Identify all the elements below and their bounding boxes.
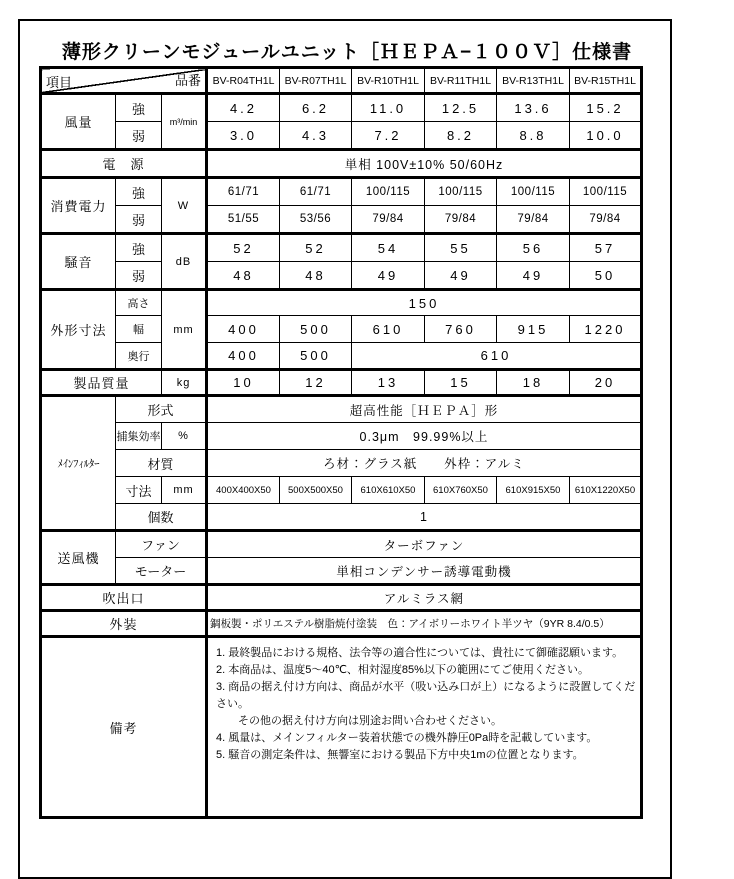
value-cell: 56 <box>497 234 570 262</box>
filter-type-label: 形式 <box>116 396 207 423</box>
dim-height-label: 高さ <box>116 290 162 316</box>
note-line: 3. 商品の据え付け方向は、商品が水平（吸い込み口が上）になるように設置してください。 <box>216 681 636 711</box>
value-cell: 20 <box>570 370 642 396</box>
note-line: 5. 騒音の測定条件は、無響室における製品下方中央1mの位置となります。 <box>216 749 584 762</box>
weight-unit: kg <box>162 370 207 396</box>
value-cell: 3.0 <box>207 122 280 150</box>
note-line: 2. 本商品は、温度5～40℃、相対湿度85%以下の範囲にてご使用ください。 <box>216 664 589 677</box>
value-cell: 18 <box>497 370 570 396</box>
value-cell: 1220 <box>570 316 642 343</box>
filter-count-value: 1 <box>207 504 642 531</box>
value-cell: 4.2 <box>207 94 280 122</box>
filter-count-label: 個数 <box>116 504 207 531</box>
notes-cell <box>207 637 642 818</box>
value-cell: 100/115 <box>497 178 570 206</box>
dim-unit: mm <box>162 290 207 370</box>
value-cell: 610X915X50 <box>497 477 570 504</box>
blower-motor-label: モーター <box>116 558 207 585</box>
row-label-outlet: 吹出口 <box>41 585 207 611</box>
value-cell: 49 <box>425 262 497 290</box>
value-cell: 50 <box>570 262 642 290</box>
airflow-unit: m³/min <box>162 94 207 150</box>
model-header: BV-R07TH1L <box>280 68 352 94</box>
note-line: 1. 最終製品における規格、法令等の適合性については、貴社にて御確認願います。 <box>216 647 624 659</box>
value-cell: 12.5 <box>425 94 497 122</box>
power-source-value: 単相 100V±10% 50/60Hz <box>207 150 642 178</box>
value-cell: 49 <box>497 262 570 290</box>
exterior-value: 鋼板製・ポリエステル樹脂焼付塗装 色：アイボリーホワイト半ツヤ（9YR 8.4/0.5） <box>207 611 642 637</box>
value-cell: 610X1220X50 <box>570 477 642 504</box>
airflow-strong-label: 強 <box>116 94 162 122</box>
header-partno-label: 品番 <box>174 73 201 88</box>
value-cell: 52 <box>207 234 280 262</box>
value-cell: 4.3 <box>280 122 352 150</box>
value-cell: 400 <box>207 316 280 343</box>
noise-strong-label: 強 <box>116 234 162 262</box>
row-label-exterior: 外装 <box>41 611 207 637</box>
filter-efficiency-label: 捕集効率 <box>116 423 162 450</box>
value-cell: 54 <box>352 234 425 262</box>
value-cell: 79/84 <box>497 206 570 234</box>
row-label-notes: 備考 <box>41 637 207 818</box>
value-cell: 57 <box>570 234 642 262</box>
value-cell: 55 <box>425 234 497 262</box>
value-cell: 500 <box>280 343 352 370</box>
model-header: BV-R15TH1L <box>570 68 642 94</box>
row-label-blower: 送風機 <box>41 531 116 585</box>
spec-table <box>39 66 643 819</box>
value-cell: 48 <box>207 262 280 290</box>
row-label-power-source: 電 源 <box>41 150 207 178</box>
value-cell: 61/71 <box>207 178 280 206</box>
power-weak-label: 弱 <box>116 206 162 234</box>
value-cell: 61/71 <box>280 178 352 206</box>
value-cell: 13.6 <box>497 94 570 122</box>
row-label-airflow: 風量 <box>41 94 116 150</box>
note-line: 4. 風量は、メインフィルター装着状態での機外静圧0Pa時を記載しています。 <box>216 732 598 745</box>
dim-depth-label: 奥行 <box>116 343 162 370</box>
value-cell: 610 <box>352 316 425 343</box>
value-cell: 8.8 <box>497 122 570 150</box>
filter-material-label: 材質 <box>116 450 207 477</box>
value-cell: 915 <box>497 316 570 343</box>
value-cell: 13 <box>352 370 425 396</box>
value-cell: 53/56 <box>280 206 352 234</box>
value-cell: 7.2 <box>352 122 425 150</box>
value-cell: 400 <box>207 343 280 370</box>
value-cell: 10.0 <box>570 122 642 150</box>
noise-weak-label: 弱 <box>116 262 162 290</box>
value-cell: 12 <box>280 370 352 396</box>
outlet-value: アルミラス網 <box>207 585 642 611</box>
value-cell: 10 <box>207 370 280 396</box>
model-header: BV-R04TH1L <box>207 68 280 94</box>
value-cell: 500X500X50 <box>280 477 352 504</box>
row-label-noise: 騒音 <box>41 234 116 290</box>
value-cell: 48 <box>280 262 352 290</box>
value-cell: 79/84 <box>425 206 497 234</box>
airflow-weak-label: 弱 <box>116 122 162 150</box>
value-cell: 400X400X50 <box>207 477 280 504</box>
row-label-dimensions: 外形寸法 <box>41 290 116 370</box>
value-cell: 79/84 <box>570 206 642 234</box>
power-strong-label: 強 <box>116 178 162 206</box>
model-header: BV-R10TH1L <box>352 68 425 94</box>
value-cell: 100/115 <box>570 178 642 206</box>
row-label-main-filter: ﾒｲﾝﾌｨﾙﾀｰ <box>41 396 116 531</box>
header-item-partno-cell <box>41 68 207 94</box>
filter-size-unit: mm <box>162 477 207 504</box>
dim-depth-shared-value: 610 <box>352 343 642 370</box>
row-label-weight: 製品質量 <box>41 370 162 396</box>
value-cell: 100/115 <box>352 178 425 206</box>
value-cell: 610X610X50 <box>352 477 425 504</box>
noise-unit: dB <box>162 234 207 290</box>
filter-type-value: 超高性能［ＨＥＰＡ］形 <box>207 396 642 423</box>
blower-fan-label: ファン <box>116 531 207 558</box>
value-cell: 760 <box>425 316 497 343</box>
power-unit: W <box>162 178 207 234</box>
model-header: BV-R13TH1L <box>497 68 570 94</box>
blower-fan-value: ターボファン <box>207 531 642 558</box>
filter-efficiency-value: 0.3μm 99.99%以上 <box>207 423 642 450</box>
value-cell: 100/115 <box>425 178 497 206</box>
value-cell: 500 <box>280 316 352 343</box>
note-line: その他の据え付け方向は別途お問い合わせください。 <box>216 715 502 728</box>
value-cell: 610X760X50 <box>425 477 497 504</box>
page-title: 薄形クリーンモジュールユニット［ＨＥＰＡ−１００Ｖ］仕様書 <box>61 42 633 63</box>
blower-motor-value: 単相コンデンサー誘導電動機 <box>207 558 642 585</box>
value-cell: 8.2 <box>425 122 497 150</box>
dim-height-value: 150 <box>207 290 642 316</box>
value-cell: 6.2 <box>280 94 352 122</box>
value-cell: 11.0 <box>352 94 425 122</box>
dim-width-label: 幅 <box>116 316 162 343</box>
value-cell: 15 <box>425 370 497 396</box>
model-header: BV-R11TH1L <box>425 68 497 94</box>
notes-block <box>208 638 640 764</box>
value-cell: 15.2 <box>570 94 642 122</box>
value-cell: 49 <box>352 262 425 290</box>
value-cell: 51/55 <box>207 206 280 234</box>
filter-material-value: ろ材：グラス紙 外枠：アルミ <box>207 450 642 477</box>
value-cell: 79/84 <box>352 206 425 234</box>
filter-efficiency-unit: % <box>162 423 207 450</box>
row-label-power-consumption: 消費電力 <box>41 178 116 234</box>
header-item-label: 項目 <box>46 75 73 90</box>
filter-size-label: 寸法 <box>116 477 162 504</box>
value-cell: 52 <box>280 234 352 262</box>
